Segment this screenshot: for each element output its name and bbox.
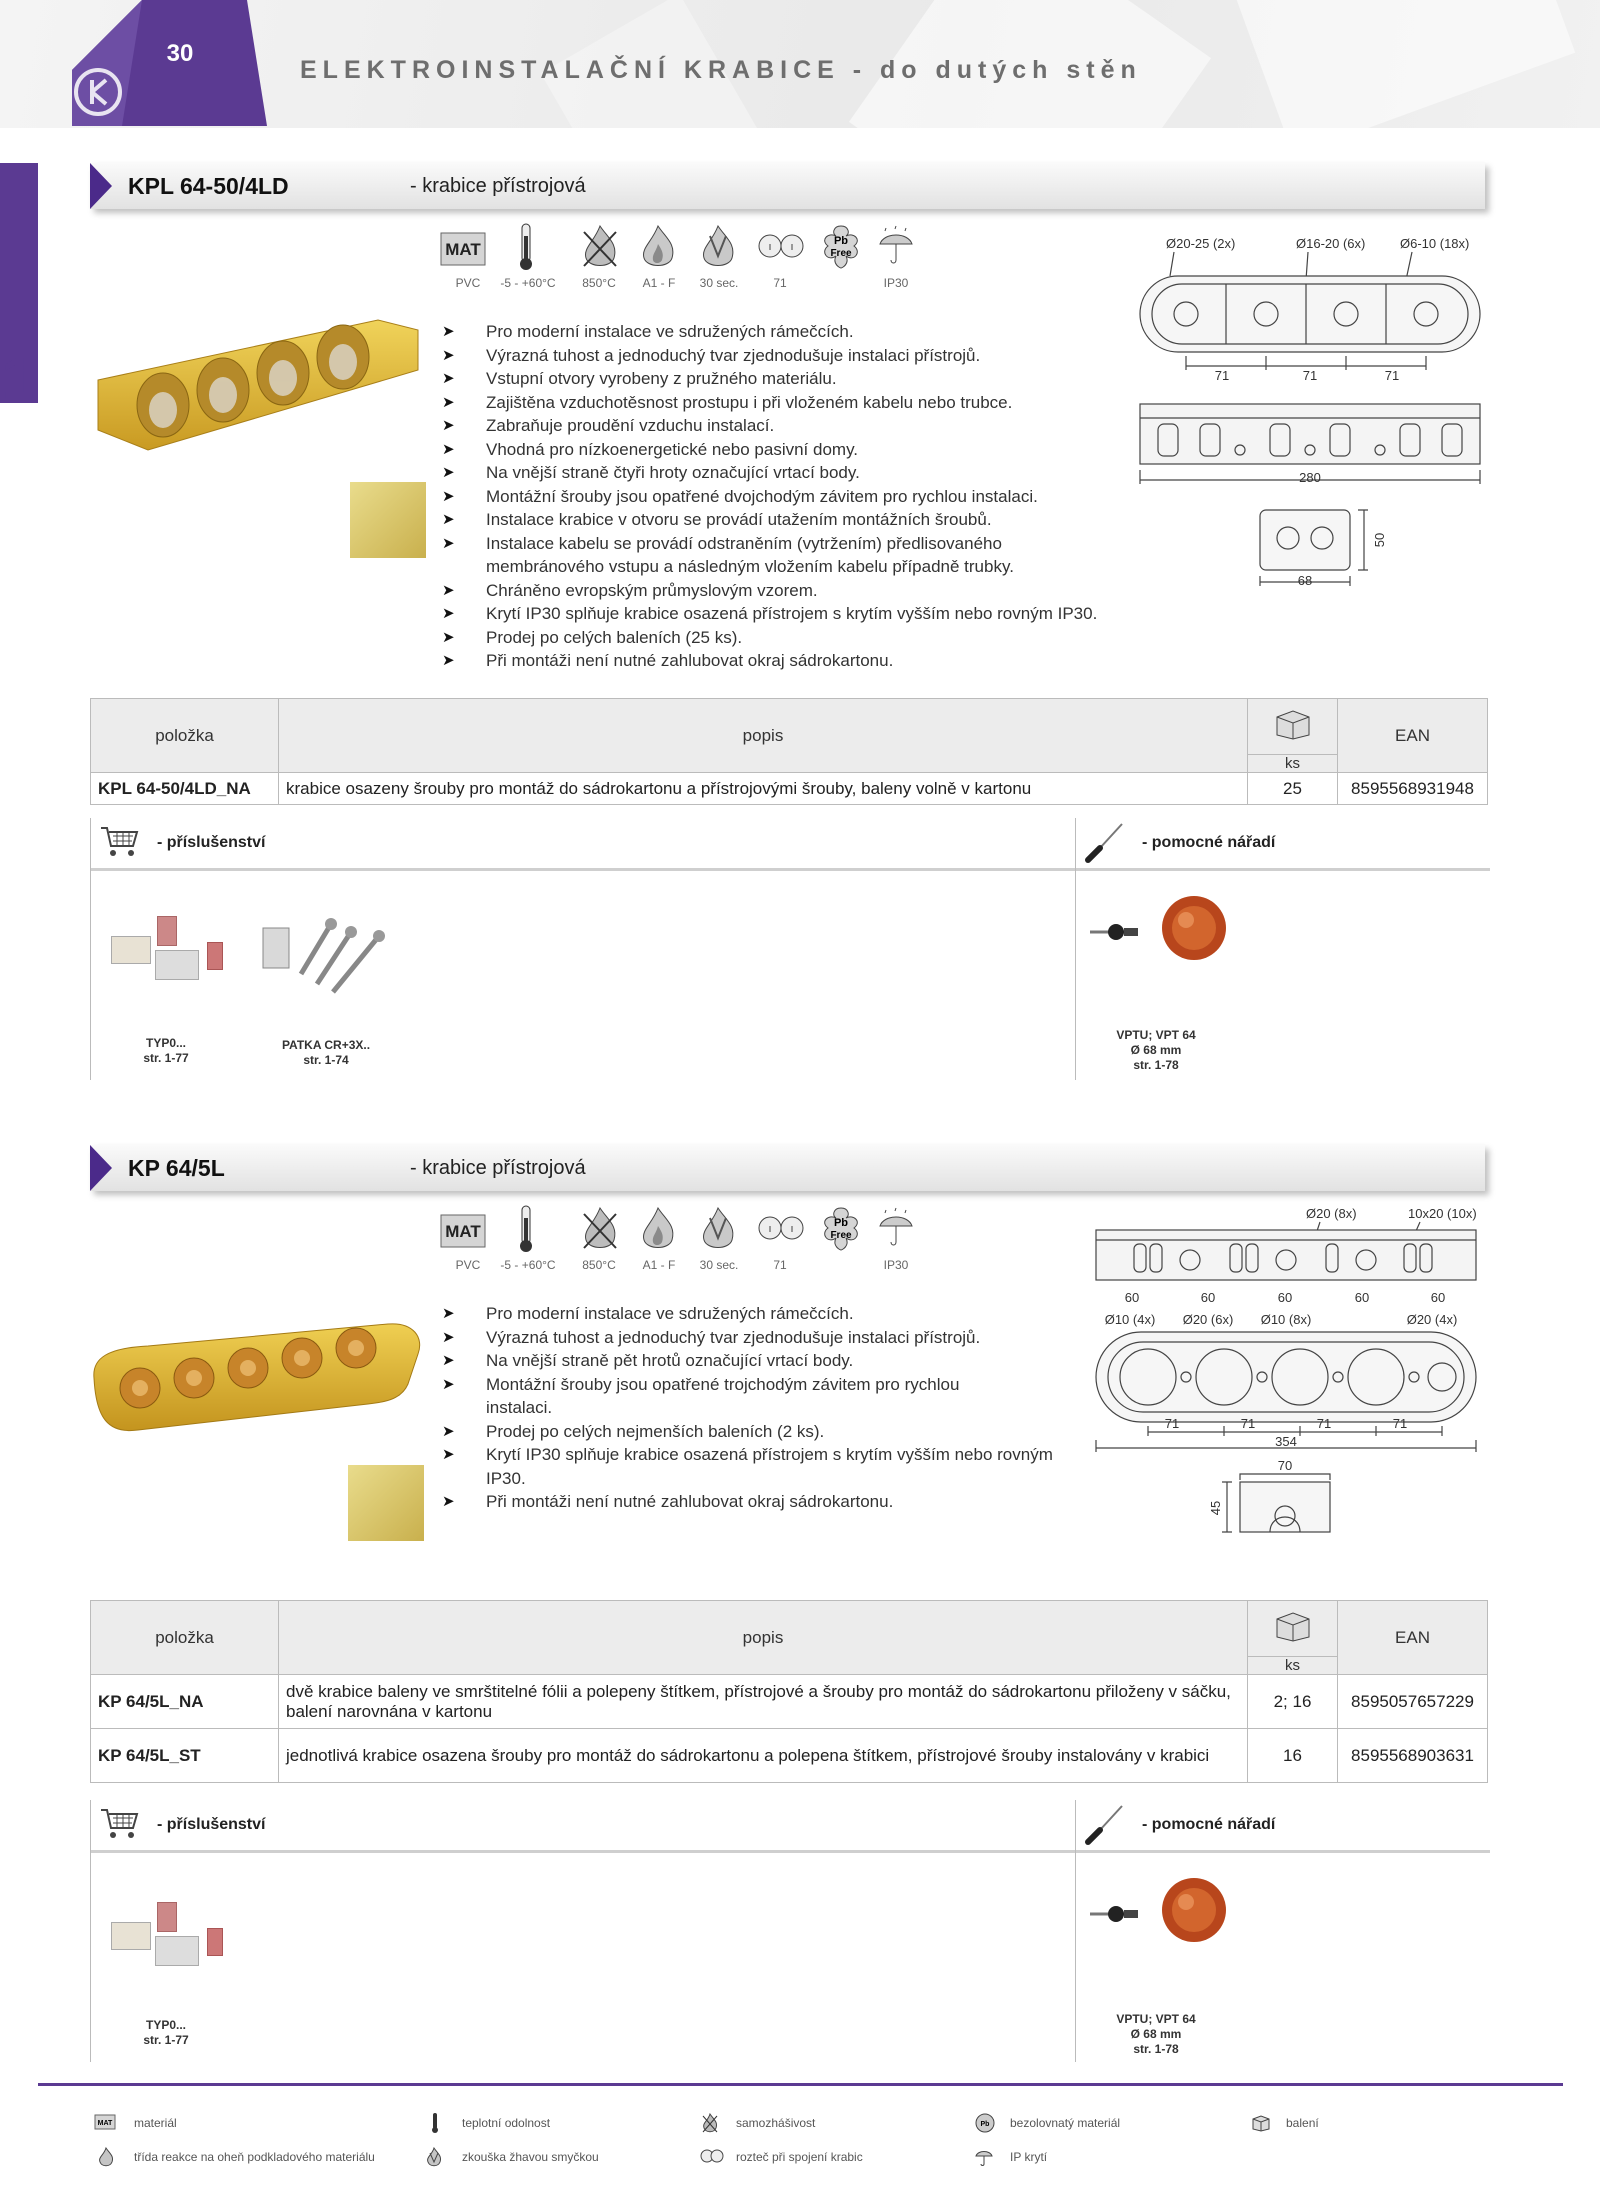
product1-photo [88, 300, 428, 460]
col-header-description: popis [279, 1601, 1248, 1675]
svg-text:354: 354 [1275, 1434, 1297, 1449]
row-description: dvě krabice baleny ve smrštitelné fólii a polepeny štítkem, přístrojové a šrouby pro montáž do sádrokartonu přiloženy v sáčku, balení narovnána v kartonu [279, 1675, 1248, 1729]
product2-accessories-panel [90, 1800, 1075, 2062]
feature-item: ➤ Na vnější straně pět hrotů označující vrtací body. [442, 1349, 1082, 1373]
svg-text:Ø20 (8x): Ø20 (8x) [1306, 1206, 1357, 1221]
svg-text:10x20 (10x): 10x20 (10x) [1408, 1206, 1477, 1221]
tool-label: VPTU; VPT 64 Ø 68 mm str. 1-78 [1116, 1028, 1196, 1072]
svg-text:71: 71 [1302, 368, 1318, 383]
svg-text:Pb: Pb [833, 1217, 849, 1229]
product1-detail-photo [350, 482, 426, 558]
accessory-typ0-photo [111, 1892, 241, 1992]
icon-label-self-extinguishing: 30 sec. [699, 276, 739, 290]
col-header-qty: ks [1248, 1657, 1338, 1675]
feature-item: ➤ Při montáži není nutné zahlubovat okraj sádrokartonu. [442, 649, 1162, 673]
legend-label: rozteč při spojení krabic [736, 2150, 863, 2164]
svg-text:MAT: MAT [445, 1222, 481, 1241]
product2-subtitle: - krabice přístrojová [410, 1157, 586, 1179]
glow-wire-icon [696, 1204, 750, 1254]
product2-tools-panel [1075, 1800, 1489, 2062]
svg-text:71: 71 [1214, 368, 1230, 383]
screwdriver-icon [1082, 822, 1126, 864]
footer-divider [38, 2083, 1563, 2086]
legend-label: IP krytí [1010, 2150, 1048, 2164]
icon-label-material: PVC [455, 276, 481, 290]
feature-item: ➤ Vhodná pro nízkoenergetické nebo pasivní domy. [442, 438, 1162, 462]
tools-heading: - pomocné nářadí [1142, 1816, 1276, 1833]
product2-feature-list [442, 1302, 1082, 1514]
flame-reaction-icon [636, 1204, 690, 1254]
table-row [91, 1729, 1488, 1783]
svg-text:71: 71 [1392, 1416, 1408, 1431]
feature-item: ➤ Chráněno evropským průmyslovým vzorem. [442, 579, 1162, 603]
self-extinguishing-icon [578, 1204, 632, 1254]
legend-flame-reaction-icon [96, 2146, 116, 2173]
icon-label-material: PVC [455, 1258, 481, 1272]
svg-text:71: 71 [1316, 1416, 1332, 1431]
svg-text:Free: Free [830, 248, 852, 259]
icon-label-temperature: -5 - +60°C [500, 276, 556, 290]
spacing-icon [756, 1204, 810, 1254]
legend-package-icon [1250, 2114, 1272, 2137]
accessories-heading: - příslušenství [157, 1816, 266, 1833]
legend-ip-rating-icon [974, 2146, 994, 2173]
page-number: 30 [166, 40, 194, 67]
feature-item: ➤ Na vnější straně čtyři hroty označující vrtací body. [442, 461, 1162, 485]
legend-thermometer-icon [430, 2112, 440, 2139]
screwdriver-icon [1082, 1804, 1126, 1846]
product1-technical-drawing [1130, 228, 1490, 598]
row-ean: 8595057657229 [1338, 1675, 1488, 1729]
col-header-ean: EAN [1338, 699, 1488, 773]
legend-label: třída reakce na oheň podkladového materiálu [134, 2150, 375, 2164]
product1-accessories-panel [90, 818, 1075, 1080]
icon-label-ip: IP30 [883, 1258, 909, 1272]
svg-text:Ø16-20 (6x): Ø16-20 (6x) [1296, 236, 1366, 251]
svg-text:Ø10 (8x): Ø10 (8x) [1260, 1312, 1312, 1327]
product2-detail-photo [348, 1465, 424, 1541]
svg-text:50: 50 [1372, 532, 1387, 548]
feature-item: ➤ Vstupní otvory vyrobeny z pružného materiálu. [442, 367, 1162, 391]
col-header-ean: EAN [1338, 1601, 1488, 1675]
svg-text:Ø10 (4x): Ø10 (4x) [1104, 1312, 1156, 1327]
feature-item: ➤ Krytí IP30 splňuje krabice osazená přístrojem s krytím vyšším nebo rovným IP30. [442, 602, 1162, 626]
feature-item: ➤ Prodej po celých nejmenších baleních (2 ks). [442, 1420, 1082, 1444]
icon-label-temperature: -5 - +60°C [500, 1258, 556, 1272]
accessory-patka-photo [261, 914, 391, 1004]
icon-label-glow-wire: 850°C [582, 276, 616, 290]
accessory-typ0-photo [111, 906, 241, 1006]
row-ean: 8595568931948 [1338, 773, 1488, 805]
flame-reaction-icon [636, 222, 690, 272]
row-qty: 2; 16 [1248, 1675, 1338, 1729]
hole-saw-photo [1086, 884, 1246, 974]
feature-item: ➤ Výrazná tuhost a jednoduchý tvar zjednodušuje instalaci přístrojů. [442, 344, 1162, 368]
product2-title-bar [90, 1145, 1490, 1195]
ip-rating-icon [876, 222, 930, 272]
product1-property-icons [440, 222, 920, 302]
page-title: ELEKTROINSTALAČNÍ KRABICE - do dutých stěn [300, 56, 1142, 84]
svg-text:Ø6-10 (18x): Ø6-10 (18x) [1400, 236, 1470, 251]
row-description: jednotlivá krabice osazena šrouby pro montáž do sádrokartonu a polepena štítkem, přístrojové šrouby instalovány v krabici [279, 1729, 1248, 1783]
product2-property-icons [440, 1204, 920, 1284]
legend-label: balení [1286, 2116, 1319, 2130]
row-item-code: KP 64/5L_ST [91, 1729, 279, 1783]
cart-icon [99, 824, 139, 858]
row-item-code: KP 64/5L_NA [91, 1675, 279, 1729]
feature-item: ➤ Montážní šrouby jsou opatřené dvojchodým závitem pro rychlou instalaci. [442, 485, 1162, 509]
legend-mat-icon [94, 2114, 116, 2135]
svg-text:Pb: Pb [980, 2121, 990, 2128]
col-header-qty: ks [1248, 755, 1338, 773]
icon-label-ip: IP30 [883, 276, 909, 290]
table-row [91, 1675, 1488, 1729]
svg-text:280: 280 [1299, 470, 1321, 485]
accessories-heading: - příslušenství [157, 834, 266, 851]
svg-text:71: 71 [1240, 1416, 1256, 1431]
feature-item: ➤ Při montáži není nutné zahlubovat okraj sádrokartonu. [442, 1490, 1082, 1514]
product2-code: KP 64/5L [128, 1155, 225, 1181]
col-header-item: položka [91, 699, 279, 773]
row-description: krabice osazeny šrouby pro montáž do sádrokartonu a přístrojovými šrouby, baleny volně v kartonu [279, 773, 1248, 805]
lead-free-icon [816, 222, 870, 272]
svg-text:MAT: MAT [445, 240, 481, 259]
svg-text:Pb: Pb [833, 235, 849, 247]
feature-item: ➤ Zajištěna vzduchotěsnost prostupu i při vloženém kabelu nebo trubce. [442, 391, 1162, 415]
legend-label: teplotní odolnost [462, 2116, 551, 2130]
product1-feature-list [442, 320, 1162, 673]
svg-text:60: 60 [1277, 1290, 1293, 1305]
feature-item: ➤ Prodej po celých baleních (25 ks). [442, 626, 1162, 650]
svg-text:71: 71 [1164, 1416, 1180, 1431]
product1-order-table [90, 698, 1488, 805]
chapter-number: 1 [2, 346, 35, 411]
tools-heading: - pomocné nářadí [1142, 834, 1276, 851]
mat-icon [440, 222, 494, 272]
svg-text:70: 70 [1277, 1458, 1293, 1473]
feature-item: ➤ Zabraňuje proudění vzduchu instalací. [442, 414, 1162, 438]
legend-spacing-icon [700, 2146, 724, 2171]
svg-text:MAT: MAT [97, 2120, 113, 2127]
icon-label-glow-wire: 850°C [582, 1258, 616, 1272]
svg-text:45: 45 [1208, 1500, 1223, 1516]
spacing-icon [756, 222, 810, 272]
feature-item: ➤ Pro moderní instalace ve sdružených rámečcích. [442, 1302, 1082, 1326]
legend-label: materiál [134, 2116, 177, 2130]
mat-icon [440, 1204, 494, 1254]
feature-item: ➤ Výrazná tuhost a jednoduchý tvar zjednodušuje instalaci přístrojů. [442, 1326, 1082, 1350]
row-ean: 8595568903631 [1338, 1729, 1488, 1783]
svg-text:Ø20 (4x): Ø20 (4x) [1406, 1312, 1458, 1327]
feature-item: ➤ Krytí IP30 splňuje krabice osazená přístrojem s krytím vyšším nebo rovným IP30. [442, 1443, 1062, 1490]
row-qty: 16 [1248, 1729, 1338, 1783]
ip-rating-icon [876, 1204, 930, 1254]
svg-text:71: 71 [1384, 368, 1400, 383]
legend-label: samozhášivost [736, 2116, 816, 2130]
svg-text:60: 60 [1430, 1290, 1446, 1305]
legend-lead-free-icon [974, 2112, 996, 2139]
accessory-label: TYP0... str. 1-77 [143, 1036, 189, 1065]
self-extinguishing-icon [578, 222, 632, 272]
kopos-logo-icon [72, 62, 124, 122]
legend-label: zkouška žhavou smyčkou [462, 2150, 599, 2164]
cart-icon [99, 1806, 139, 1840]
svg-text:Free: Free [830, 1230, 852, 1241]
lead-free-icon [816, 1204, 870, 1254]
feature-item: ➤ Instalace kabelu se provádí odstraněním (vytržením) předlisovaného membránového vstupu a následným vložením kabelu případně trubky. [442, 532, 1042, 579]
product2-technical-drawing [1090, 1200, 1490, 1550]
product2-photo [88, 1318, 428, 1438]
tool-label: VPTU; VPT 64 Ø 68 mm str. 1-78 [1116, 2012, 1196, 2056]
col-header-description: popis [279, 699, 1248, 773]
product2-order-table [90, 1600, 1488, 1783]
legend-glow-wire-icon [424, 2146, 444, 2173]
svg-text:68: 68 [1297, 573, 1313, 588]
table-row [91, 773, 1488, 805]
hole-saw-photo [1086, 1866, 1246, 1956]
feature-item: ➤ Montážní šrouby jsou opatřené trojchodým závitem pro rychlou instalaci. [442, 1373, 1022, 1420]
col-header-item: položka [91, 1601, 279, 1675]
svg-text:60: 60 [1354, 1290, 1370, 1305]
accessory-label: PATKA CR+3X.. str. 1-74 [281, 1038, 371, 1067]
legend-label: bezolovnatý materiál [1010, 2116, 1121, 2130]
icon-label-spacing: 71 [773, 1258, 787, 1272]
product1-tools-panel [1075, 818, 1489, 1080]
legend-self-extinguishing-icon [700, 2112, 720, 2139]
svg-text:60: 60 [1124, 1290, 1140, 1305]
row-item-code: KPL 64-50/4LD_NA [91, 773, 279, 805]
feature-item: ➤ Pro moderní instalace ve sdružených rámečcích. [442, 320, 1162, 344]
svg-text:Ø20 (6x): Ø20 (6x) [1182, 1312, 1234, 1327]
icon-label-self-extinguishing: 30 sec. [699, 1258, 739, 1272]
product1-title-bar [90, 163, 1490, 213]
svg-text:60: 60 [1200, 1290, 1216, 1305]
icon-label-spacing: 71 [773, 276, 787, 290]
accessory-label: TYP0... str. 1-77 [143, 2018, 189, 2047]
icon-label-fire-class: A1 - F [642, 1258, 676, 1272]
thermometer-icon [516, 1204, 570, 1254]
glow-wire-icon [696, 222, 750, 272]
product1-code: KPL 64-50/4LD [128, 173, 289, 199]
thermometer-icon [516, 222, 570, 272]
box-icon [1248, 699, 1338, 755]
product1-subtitle: - krabice přístrojová [410, 175, 586, 197]
row-qty: 25 [1248, 773, 1338, 805]
feature-item: ➤ Instalace krabice v otvoru se provádí utažením montážních šroubů. [442, 508, 1162, 532]
icon-label-fire-class: A1 - F [642, 276, 676, 290]
box-icon [1248, 1601, 1338, 1657]
svg-text:Ø20-25 (2x): Ø20-25 (2x) [1166, 236, 1236, 251]
